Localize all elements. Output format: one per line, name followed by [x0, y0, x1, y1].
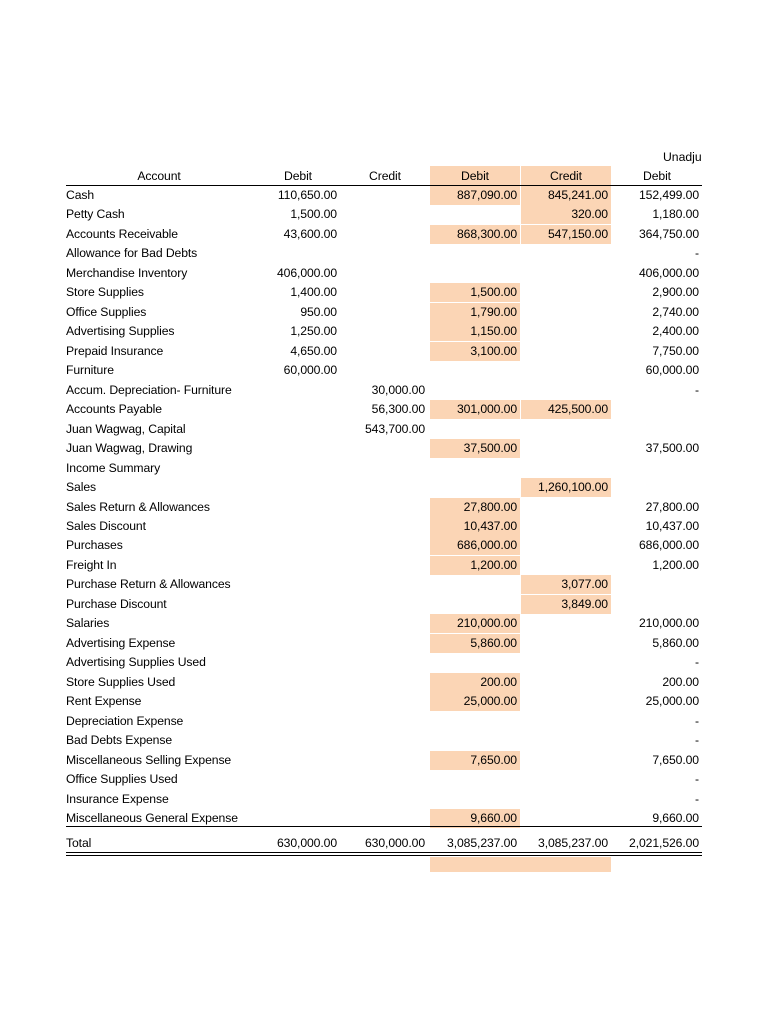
trial-credit-cell: 56,300.00 [371, 402, 425, 416]
adj-credit-cell [521, 673, 608, 692]
trial-credit-cell [339, 283, 425, 302]
trial-debit-cell [250, 731, 337, 750]
adj-debit-cell [430, 731, 517, 750]
unadj-debit-cell [612, 400, 699, 419]
adj-credit-cell [521, 556, 608, 575]
trial-credit-cell [339, 692, 425, 711]
account-name-cell: Accounts Payable [66, 402, 162, 416]
adj-debit-cell: 301,000.00 [457, 402, 517, 416]
total-top-rule [66, 826, 702, 827]
adj-debit-cell [430, 459, 517, 478]
trial-debit-cell: 1,500.00 [290, 207, 337, 221]
trial-debit-cell [250, 498, 337, 517]
trial-debit-cell [250, 575, 337, 594]
adj-debit-cell [430, 770, 517, 789]
header-adj-credit: Credit [550, 169, 582, 183]
account-name-cell: Miscellaneous General Expense [66, 811, 238, 825]
adj-debit-cell [430, 575, 517, 594]
unadj-debit-cell: 25,000.00 [645, 694, 699, 708]
adj-debit-cell [430, 790, 517, 809]
account-name-cell: Furniture [66, 363, 114, 377]
unadj-debit-cell [612, 420, 699, 439]
trial-debit-cell [250, 459, 337, 478]
header-trial-debit: Debit [284, 169, 312, 183]
account-name-cell: Office Supplies Used [66, 772, 178, 786]
trial-credit-cell [339, 322, 425, 341]
adj-debit-cell: 25,000.00 [463, 694, 517, 708]
trial-debit-cell: 4,650.00 [290, 344, 337, 358]
footer-shade [430, 857, 611, 872]
trial-debit-cell: 950.00 [300, 305, 337, 319]
trial-credit-cell [339, 634, 425, 653]
account-name-cell: Miscellaneous Selling Expense [66, 753, 232, 767]
adj-credit-cell: 425,500.00 [548, 402, 608, 416]
account-name-cell: Juan Wagwag, Drawing [66, 441, 193, 455]
account-name-cell: Accum. Depreciation- Furniture [66, 383, 232, 397]
trial-debit-cell [250, 517, 337, 536]
account-name-cell: Salaries [66, 616, 110, 630]
account-name-cell: Purchase Discount [66, 597, 167, 611]
adj-debit-cell: 686,000.00 [457, 538, 517, 552]
trial-credit-cell [339, 264, 425, 283]
account-name-cell: Depreciation Expense [66, 714, 184, 728]
trial-debit-cell [250, 673, 337, 692]
trial-credit-cell: 543,700.00 [365, 422, 425, 436]
adj-credit-cell: 1,260,100.00 [538, 480, 608, 494]
unadj-debit-cell: 27,800.00 [645, 500, 699, 514]
adj-credit-cell [521, 303, 608, 322]
trial-debit-cell [250, 790, 337, 809]
trial-debit-cell [250, 653, 337, 672]
header-account: Account [137, 169, 181, 183]
trial-debit-cell: 60,000.00 [283, 363, 337, 377]
adj-debit-cell [430, 205, 517, 224]
adj-debit-cell: 27,800.00 [463, 500, 517, 514]
trial-debit-cell [250, 244, 337, 263]
adj-credit-cell [521, 790, 608, 809]
account-name-cell: Store Supplies [66, 285, 144, 299]
account-name-cell: Insurance Expense [66, 792, 169, 806]
account-name-cell: Advertising Expense [66, 636, 176, 650]
adj-credit-cell [521, 751, 608, 770]
trial-debit-cell [250, 556, 337, 575]
trial-credit-cell [339, 673, 425, 692]
adj-debit-cell: 1,500.00 [470, 285, 517, 299]
adj-credit-cell: 320.00 [571, 207, 608, 221]
adj-credit-cell [521, 322, 608, 341]
trial-credit-cell [339, 595, 425, 614]
adj-credit-cell: 3,849.00 [561, 597, 608, 611]
adj-debit-cell [430, 420, 517, 439]
adj-credit-cell: 845,241.00 [548, 188, 608, 202]
account-name-cell: Accounts Receivable [66, 227, 178, 241]
trial-debit-cell [250, 400, 337, 419]
trial-credit-cell [339, 244, 425, 263]
account-name-cell: Rent Expense [66, 694, 142, 708]
unadj-debit-cell: 5,860.00 [652, 636, 699, 650]
adj-credit-cell [521, 459, 608, 478]
adj-debit-cell [430, 595, 517, 614]
unadj-debit-cell: 60,000.00 [645, 363, 699, 377]
total-label: Total [66, 836, 92, 850]
unadj-debit-cell [612, 459, 699, 478]
account-name-cell: Petty Cash [66, 207, 125, 221]
unadj-debit-cell: 686,000.00 [639, 538, 699, 552]
account-name-cell: Store Supplies Used [66, 675, 176, 689]
adj-credit-cell: 3,077.00 [561, 577, 608, 591]
trial-credit-cell [339, 225, 425, 244]
adj-debit-cell: 37,500.00 [463, 441, 517, 455]
trial-debit-cell [250, 770, 337, 789]
total-adj-debit: 3,085,237.00 [447, 836, 517, 850]
trial-credit-cell [339, 751, 425, 770]
trial-debit-cell [250, 536, 337, 555]
account-name-cell: Sales Discount [66, 519, 146, 533]
trial-debit-cell: 1,400.00 [290, 285, 337, 299]
total-double-rule-2 [66, 855, 702, 856]
trial-debit-cell [250, 634, 337, 653]
trial-debit-cell [250, 692, 337, 711]
header-trial-credit: Credit [369, 169, 401, 183]
trial-credit-cell [339, 575, 425, 594]
unadj-debit-cell: 37,500.00 [645, 441, 699, 455]
trial-credit-cell [339, 205, 425, 224]
trial-credit-cell [339, 653, 425, 672]
trial-credit-cell [339, 731, 425, 750]
adj-credit-cell [521, 731, 608, 750]
total-adj-credit: 3,085,237.00 [538, 836, 608, 850]
total-double-rule-1 [66, 852, 702, 853]
adj-debit-cell [430, 244, 517, 263]
adj-credit-cell [521, 264, 608, 283]
trial-credit-cell [339, 478, 425, 497]
adj-debit-cell: 7,650.00 [470, 753, 517, 767]
trial-credit-cell [339, 498, 425, 517]
unadj-debit-cell: 7,650.00 [652, 753, 699, 767]
trial-debit-cell [250, 420, 337, 439]
adj-credit-cell [521, 283, 608, 302]
trial-credit-cell [339, 342, 425, 361]
total-trial-debit: 630,000.00 [277, 836, 337, 850]
adj-credit-cell [521, 614, 608, 633]
header-adj-debit: Debit [461, 169, 489, 183]
trial-credit-cell [339, 459, 425, 478]
unadj-debit-cell: 406,000.00 [639, 266, 699, 280]
trial-credit-cell [339, 186, 425, 205]
adj-credit-cell [521, 712, 608, 731]
unadj-debit-cell: 1,180.00 [652, 207, 699, 221]
unadj-debit-cell: 200.00 [662, 675, 699, 689]
account-name-cell: Sales Return & Allowances [66, 500, 210, 514]
total-unadj-debit: 2,021,526.00 [629, 836, 699, 850]
adj-credit-cell [521, 244, 608, 263]
adj-debit-cell: 10,437.00 [463, 519, 517, 533]
adj-credit-cell [521, 342, 608, 361]
account-name-cell: Office Supplies [66, 305, 147, 319]
adj-credit-cell [521, 517, 608, 536]
trial-credit-cell [339, 303, 425, 322]
adj-debit-cell: 5,860.00 [470, 636, 517, 650]
adj-debit-cell: 1,790.00 [470, 305, 517, 319]
account-name-cell: Bad Debts Expense [66, 733, 173, 747]
account-name-cell: Freight In [66, 558, 117, 572]
unadj-debit-cell: - [695, 792, 699, 806]
trial-debit-cell [250, 614, 337, 633]
adj-debit-cell [430, 712, 517, 731]
adj-debit-cell: 1,200.00 [470, 558, 517, 572]
trial-credit-cell: 30,000.00 [371, 383, 425, 397]
trial-debit-cell: 110,650.00 [277, 188, 337, 202]
account-name-cell: Sales [66, 480, 96, 494]
adj-credit-cell [521, 770, 608, 789]
adj-credit-cell [521, 634, 608, 653]
total-trial-credit: 630,000.00 [365, 836, 425, 850]
trial-credit-cell [339, 361, 425, 380]
account-name-cell: Prepaid Insurance [66, 344, 164, 358]
account-name-cell: Cash [66, 188, 95, 202]
trial-debit-cell [250, 381, 337, 400]
trial-debit-cell [250, 712, 337, 731]
unadj-debit-cell: - [695, 772, 699, 786]
trial-credit-cell [339, 517, 425, 536]
trial-credit-cell [339, 556, 425, 575]
account-name-cell: Purchases [66, 538, 123, 552]
trial-credit-cell [339, 790, 425, 809]
unadj-debit-cell: - [695, 246, 699, 260]
trial-debit-cell [250, 595, 337, 614]
trial-debit-cell [250, 478, 337, 497]
unadj-debit-cell: 2,900.00 [652, 285, 699, 299]
unadj-debit-cell: 152,499.00 [639, 188, 699, 202]
header-unadj-debit: Debit [643, 169, 671, 183]
account-name-cell: Allowance for Bad Debts [66, 246, 198, 260]
trial-debit-cell: 1,250.00 [290, 324, 337, 338]
unadj-debit-cell: - [695, 714, 699, 728]
unadj-debit-cell: 9,660.00 [652, 811, 699, 825]
section-title-clip [612, 148, 714, 168]
adj-debit-cell: 868,300.00 [457, 227, 517, 241]
adj-credit-cell [521, 653, 608, 672]
unadj-debit-cell: 10,437.00 [645, 519, 699, 533]
adj-debit-cell [430, 653, 517, 672]
adj-debit-cell [430, 478, 517, 497]
adj-debit-cell [430, 264, 517, 283]
adj-debit-cell: 210,000.00 [457, 616, 517, 630]
unadj-debit-cell [612, 595, 699, 614]
adj-credit-cell: 547,150.00 [548, 227, 608, 241]
trial-debit-cell: 43,600.00 [283, 227, 337, 241]
unadj-debit-cell [612, 478, 699, 497]
adj-credit-cell [521, 498, 608, 517]
adj-credit-cell [521, 439, 608, 458]
adj-credit-cell [521, 536, 608, 555]
unadj-debit-cell: - [695, 655, 699, 669]
unadj-debit-cell: - [695, 733, 699, 747]
account-name-cell: Income Summary [66, 461, 161, 475]
unadj-debit-cell: - [695, 383, 699, 397]
trial-credit-cell [339, 536, 425, 555]
adj-debit-cell [430, 381, 517, 400]
unadj-debit-cell: 210,000.00 [639, 616, 699, 630]
trial-credit-cell [339, 712, 425, 731]
unadj-debit-cell: 2,740.00 [652, 305, 699, 319]
account-name-cell: Merchandise Inventory [66, 266, 188, 280]
unadj-debit-cell [612, 575, 699, 594]
account-name-cell: Juan Wagwag, Capital [66, 422, 186, 436]
trial-credit-cell [339, 770, 425, 789]
adj-debit-cell: 9,660.00 [470, 811, 517, 825]
adj-debit-cell: 3,100.00 [470, 344, 517, 358]
unadj-debit-cell: 2,400.00 [652, 324, 699, 338]
adj-debit-cell [430, 361, 517, 380]
unadj-debit-cell: 7,750.00 [652, 344, 699, 358]
account-name-cell: Purchase Return & Allowances [66, 577, 231, 591]
trial-debit-cell [250, 751, 337, 770]
adj-debit-cell: 200.00 [480, 675, 517, 689]
adj-credit-cell [521, 420, 608, 439]
trial-credit-cell [339, 439, 425, 458]
adj-credit-cell [521, 692, 608, 711]
adj-debit-cell: 887,090.00 [457, 188, 517, 202]
trial-credit-cell [339, 614, 425, 633]
trial-debit-cell: 406,000.00 [277, 266, 337, 280]
section-title: Unadju [663, 150, 702, 164]
trial-debit-cell [250, 439, 337, 458]
unadj-debit-cell: 1,200.00 [652, 558, 699, 572]
unadj-debit-cell: 364,750.00 [639, 227, 699, 241]
account-name-cell: Advertising Supplies [66, 324, 175, 338]
adj-debit-cell: 1,150.00 [470, 324, 517, 338]
adj-credit-cell [521, 361, 608, 380]
account-name-cell: Advertising Supplies Used [66, 655, 206, 669]
adj-credit-cell [521, 381, 608, 400]
